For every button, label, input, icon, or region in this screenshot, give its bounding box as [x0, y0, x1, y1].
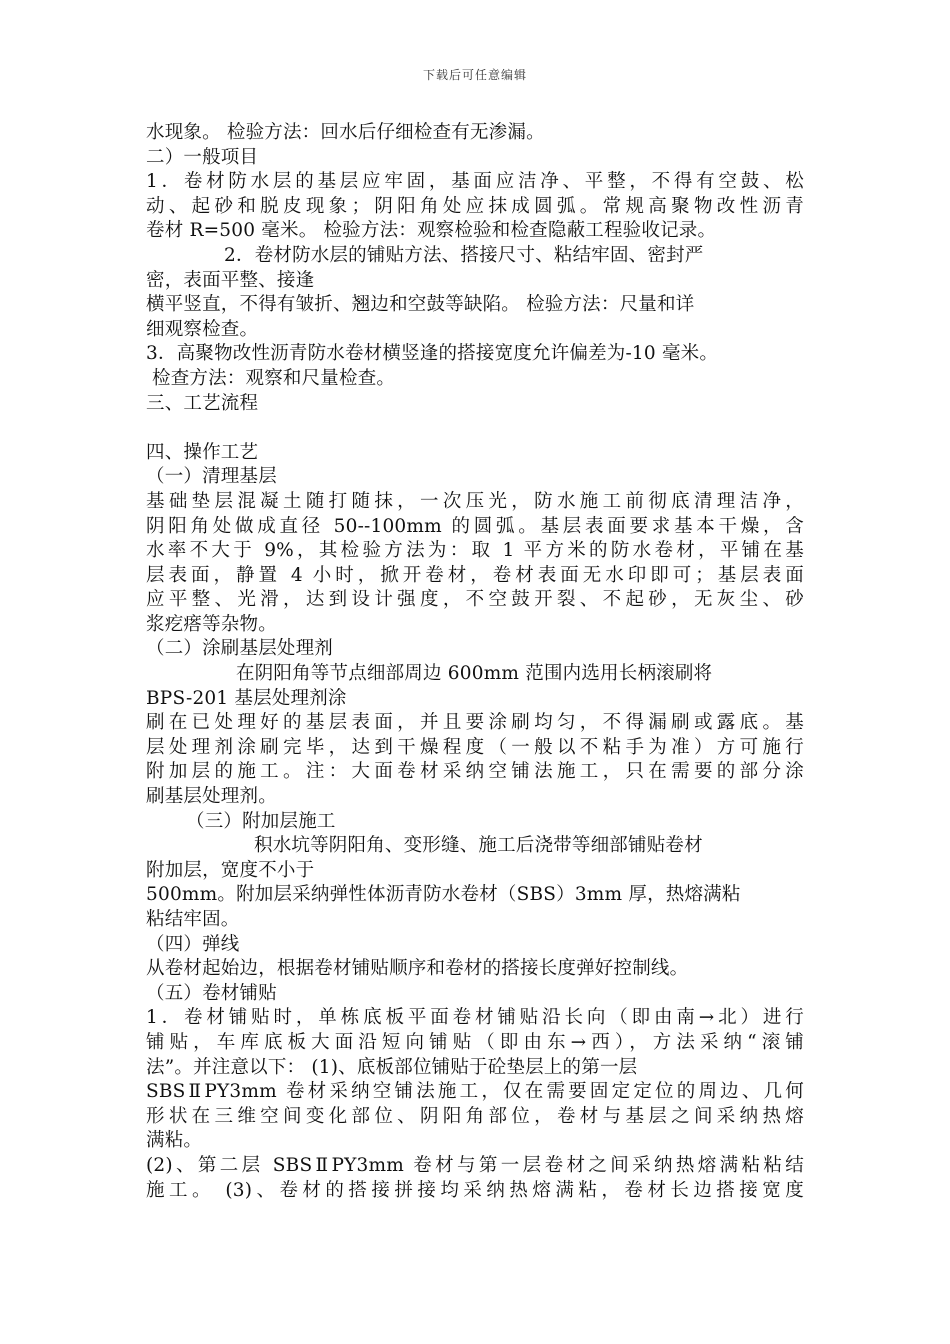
page-header: 下载后可任意编辑	[422, 68, 527, 82]
text-line: 检查方法：观察和尺量检查。	[152, 367, 396, 389]
text-line: 横平竖直，不得有皱折、翘边和空鼓等缺陷。 检验方法：尺量和详	[146, 294, 695, 316]
text-line: 在阴阳角等节点细部周边 600mm 范围内选用长柄滚刷将	[236, 663, 713, 685]
text-line: 满粘。	[146, 1130, 203, 1152]
text-line: 卷材 R=500 毫米。 检验方法：观察检验和检查隐蔽工程验收记录。	[146, 220, 717, 242]
text-line: 水率不大于 9%，其检验方法为：取 1 平方米的防水卷材，平铺在基	[146, 540, 804, 562]
text-line: 细观察检查。	[146, 318, 259, 340]
text-line: 水现象。 检验方法：回水后仔细检查有无渗漏。	[146, 122, 545, 143]
text-line: 形状在三维空间变化部位、阴阳角部位，卷材与基层之间采纳热熔	[146, 1105, 804, 1127]
text-line: (2)、第二层 SBSⅡPY3mm 卷材与第一层卷材之间采纳热熔满粘粘结	[146, 1154, 804, 1176]
text-line: 从卷材起始边，根据卷材铺贴顺序和卷材的搭接长度弹好控制线。	[146, 958, 689, 980]
text-line: 法”。并注意以下： (1)、底板部位铺贴于砼垫层上的第一层	[146, 1056, 638, 1078]
subsection-heading: （四）弹线	[146, 933, 240, 955]
text-line: 积水坑等阴阳角、变形缝、施工后浇带等细部铺贴卷材	[254, 835, 703, 857]
section-heading: 三、工艺流程	[146, 392, 259, 414]
text-line: 施工。 (3)、卷材的搭接拼接均采纳热熔满粘，卷材长边搭接宽度	[146, 1179, 804, 1201]
blank-line	[146, 416, 836, 441]
document-body	[146, 121, 836, 1203]
section-heading: 二）一般项目	[146, 146, 259, 168]
text-line: 500mm。附加层采纳弹性体沥青防水卷材（SBS）3mm 厚，热熔满粘	[146, 884, 741, 906]
text-line: BPS-201 基层处理剂涂	[146, 687, 347, 709]
text-line: 基础垫层混凝土随打随抹，一次压光，防水施工前彻底清理洁净，	[146, 490, 804, 512]
text-line: SBSⅡPY3mm 卷材采纳空铺法施工，仅在需要固定定位的周边、几何	[146, 1081, 804, 1103]
text-line: 3．高聚物改性沥青防水卷材横竖逢的搭接宽度允许偏差为-10 毫米。	[146, 343, 719, 365]
text-line: 应平整、光滑，达到设计强度，不空鼓开裂、不起砂，无灰尘、砂	[146, 589, 804, 611]
subsection-heading: （三）附加层施工	[186, 810, 336, 832]
text-line: 刷在已处理好的基层表面，并且要涂刷均匀，不得漏刷或露底。基	[146, 712, 804, 734]
text-line: 铺贴，车库底板大面沿短向铺贴（即由东→西），方法采纳“滚铺	[146, 1031, 804, 1053]
text-line: 阴阳角处做成直径 50--100mm 的圆弧。基层表面要求基本干燥，含	[146, 515, 804, 537]
text-line: 1．卷材防水层的基层应牢固，基面应洁净、平整，不得有空鼓、松	[146, 171, 804, 193]
text-line: 附加层，宽度不小于	[146, 859, 315, 881]
text-line: 1．卷材铺贴时，单栋底板平面卷材铺贴沿长向（即由南→北）进行	[146, 1007, 804, 1029]
text-line: 2．卷材防水层的铺贴方法、搭接尺寸、粘结牢固、密封严	[224, 244, 704, 266]
text-line: 浆疙瘩等杂物。	[146, 613, 277, 635]
text-line: 层表面，静置 4 小时，掀开卷材，卷材表面无水印即可；基层表面	[146, 564, 804, 586]
text-line: 密，表面平整、接逢	[146, 269, 315, 291]
text-line: 附加层的施工。注：大面卷材采纳空铺法施工，只在需要的部分涂	[146, 761, 804, 783]
text-line: 层处理剂涂刷完毕，达到干燥程度（一般以不粘手为准）方可施行	[146, 736, 804, 758]
text-line: 粘结牢固。	[146, 909, 240, 930]
subsection-heading: （五）卷材铺贴	[146, 982, 277, 1004]
subsection-heading: （二）涂刷基层处理剂	[146, 638, 334, 660]
subsection-heading: （一）清理基层	[146, 466, 277, 488]
text-line: 刷基层处理剂。	[146, 786, 277, 808]
text-line: 动、起砂和脱皮现象；阴阳角处应抹成圆弧。常规高聚物改性沥青	[146, 195, 804, 217]
section-heading: 四、操作工艺	[146, 441, 259, 463]
